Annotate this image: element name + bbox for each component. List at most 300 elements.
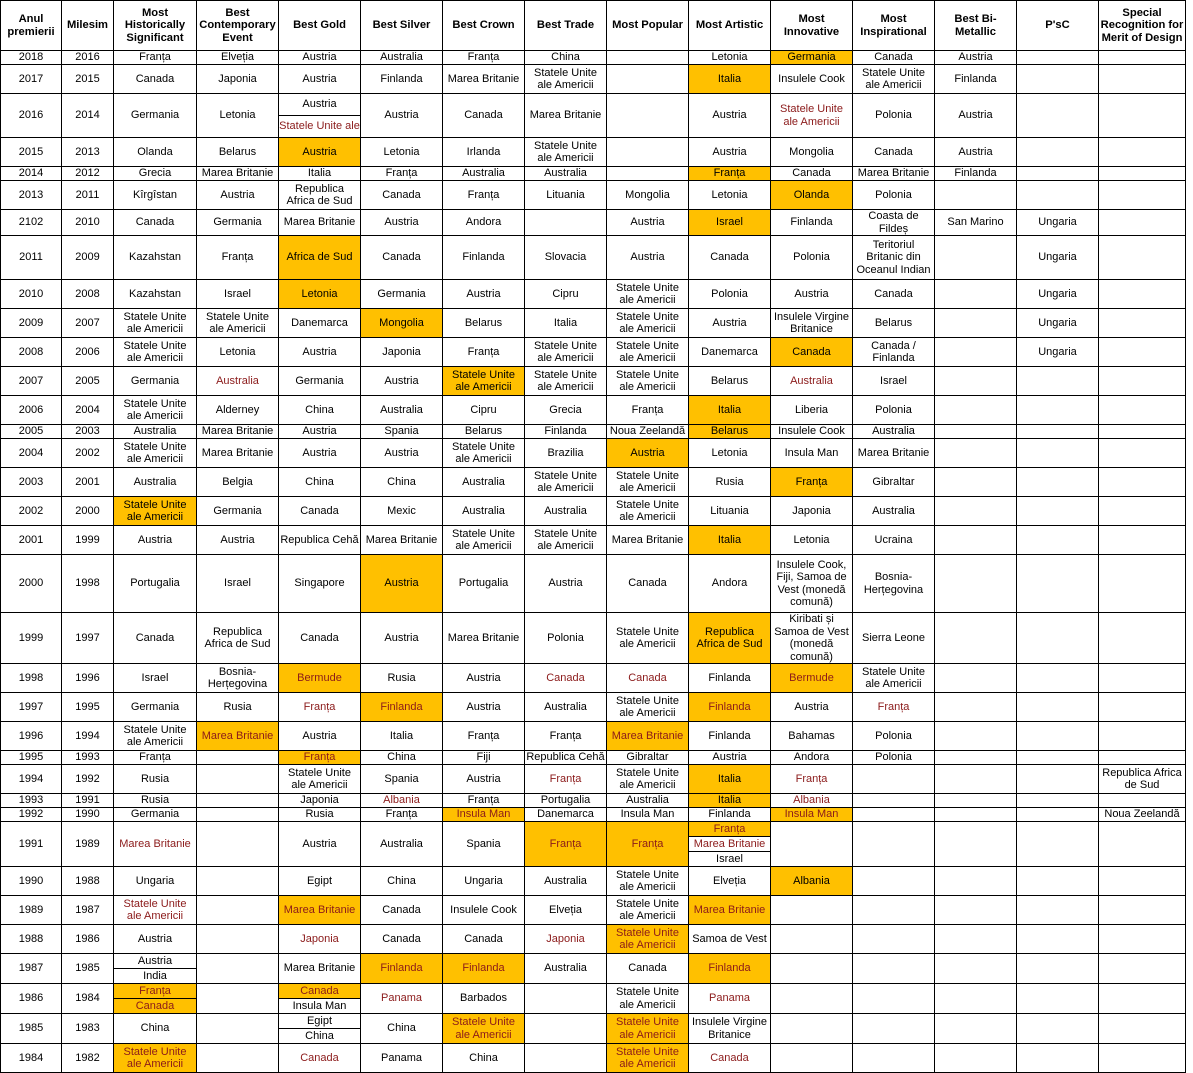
table-cell: Australia [525, 497, 607, 526]
table-cell [935, 439, 1017, 468]
table-cell: Africa de Sud [279, 236, 361, 280]
table-cell-part: Insula Man [279, 998, 360, 1013]
table-cell: Singapore [279, 555, 361, 613]
table-cell: Japonia [279, 794, 361, 808]
table-cell: Republica Africa de Sud [197, 613, 279, 664]
table-row [1, 984, 1186, 1014]
header-best-trade: Best Trade [525, 1, 607, 51]
table-cell [607, 167, 689, 181]
table-row [1, 722, 1186, 751]
table-cell [853, 896, 935, 925]
table-cell [935, 613, 1017, 664]
table-cell: Statele Unite ale Americii [114, 439, 197, 468]
table-cell [935, 822, 1017, 867]
table-cell: 2000 [62, 497, 114, 526]
table-cell: Polonia [853, 396, 935, 425]
table-cell: Statele Unite ale Americii [607, 613, 689, 664]
table-cell: Marea Britanie [197, 439, 279, 468]
table-cell: Grecia [525, 396, 607, 425]
table-cell [1099, 822, 1186, 867]
table-cell: Marea Britanie [197, 167, 279, 181]
table-cell [853, 1014, 935, 1044]
table-cell: 1988 [62, 867, 114, 896]
table-cell: Grecia [114, 167, 197, 181]
table-cell: Republica Cehă [526, 751, 605, 764]
table-cell: Austria [771, 280, 853, 309]
table-cell: Germania [114, 693, 197, 722]
table-cell: 2011 [62, 181, 114, 210]
table-cell [1017, 1044, 1099, 1073]
table-cell [1099, 1044, 1186, 1073]
table-cell: 2017 [1, 65, 62, 94]
table-cell: Finlanda [935, 65, 1017, 94]
table-cell-part: Canada [279, 984, 360, 998]
table-cell [935, 896, 1017, 925]
table-cell: Cipru [525, 280, 607, 309]
table-cell: 2005 [1, 425, 62, 439]
table-cell: Austria [361, 94, 443, 138]
table-cell: Japonia [361, 338, 443, 367]
table-cell: 1996 [1, 722, 62, 751]
table-cell-part: Egipt [306, 1015, 333, 1027]
table-cell: Austria [279, 822, 361, 867]
table-cell: Statele Unite ale Americii [607, 367, 689, 396]
table-cell [1099, 236, 1186, 280]
table-cell: Marea Britanie [853, 439, 935, 468]
table-cell: Insula Man [771, 439, 853, 468]
table-cell: Insula Man [771, 808, 853, 822]
table-row [1, 65, 1186, 94]
table-cell: Polonia [853, 722, 935, 751]
table-cell: Statele Unite ale Americii [443, 526, 525, 555]
table-cell: Insulele Virgine Britanice [689, 1014, 771, 1044]
table-cell: 1986 [1, 984, 62, 1014]
table-cell: Statele Unite ale Americii [853, 664, 935, 693]
table-cell: Austria [197, 181, 279, 210]
table-cell: Statele Unite ale Americii [607, 867, 689, 896]
table-cell: Canada [525, 664, 607, 693]
table-cell: Austria [279, 338, 361, 367]
table-cell: Marea Britanie [607, 722, 689, 751]
table-cell: Canada [443, 925, 525, 954]
table-cell: Austria [935, 51, 1017, 65]
table-cell: Canada [853, 138, 935, 167]
table-cell: Statele Unite ale Americii [607, 468, 689, 497]
table-cell [935, 867, 1017, 896]
table-cell [1099, 664, 1186, 693]
table-cell: Japonia [197, 65, 279, 94]
table-cell: Franța [771, 765, 853, 794]
table-cell: Canada [279, 497, 361, 526]
table-cell: Germania [114, 94, 197, 138]
table-cell: 1991 [62, 794, 114, 808]
table-cell [1017, 367, 1099, 396]
table-cell: 1988 [1, 925, 62, 954]
table-cell: Israel [689, 210, 771, 236]
table-cell-part: Statele Unite ale [279, 115, 360, 137]
table-cell [1099, 896, 1186, 925]
table-cell: Statele Unite ale Americii [525, 526, 607, 555]
table-cell: Mongolia [771, 138, 853, 167]
table-cell: Slovacia [525, 236, 607, 280]
table-cell: Elveția [689, 867, 771, 896]
table-cell: Belarus [853, 309, 935, 338]
table-cell [114, 984, 197, 1014]
table-cell [1099, 425, 1186, 439]
table-cell: 2007 [62, 309, 114, 338]
table-cell: Rusia [361, 664, 443, 693]
table-row [1, 822, 1186, 867]
table-cell: 1995 [1, 751, 62, 765]
table-cell: 2003 [62, 425, 114, 439]
table-cell: Statele Unite ale Americii [525, 367, 607, 396]
table-cell [279, 1014, 361, 1044]
table-row [1, 439, 1186, 468]
table-cell: Panama [361, 984, 443, 1014]
header-best-crown: Best Crown [443, 1, 525, 51]
table-row [1, 280, 1186, 309]
table-cell: Belarus [689, 425, 771, 439]
table-cell: Japonia [525, 925, 607, 954]
table-row [1, 867, 1186, 896]
table-cell: Barbados [443, 984, 525, 1014]
table-cell: Franța [443, 338, 525, 367]
table-cell: Franța [443, 794, 525, 808]
table-cell: 1990 [1, 867, 62, 896]
table-cell: 2004 [1, 439, 62, 468]
table-cell [689, 822, 771, 867]
table-row [1, 751, 1186, 765]
table-cell: Statele Unite ale Americii [279, 765, 361, 794]
table-cell [1099, 867, 1186, 896]
table-cell: China [279, 468, 361, 497]
table-cell: Statele Unite ale Americii [114, 896, 197, 925]
table-cell: Ungaria [1017, 236, 1099, 280]
table-cell: Austria [689, 751, 771, 765]
header-psc: P'sC [1017, 1, 1099, 51]
table-cell [935, 338, 1017, 367]
table-cell: Canada [853, 51, 935, 65]
table-cell: Letonia [197, 94, 279, 138]
table-cell: China [279, 396, 361, 425]
table-cell [935, 367, 1017, 396]
table-cell: Rusia [197, 693, 279, 722]
table-cell [1017, 425, 1099, 439]
table-cell: Polonia [853, 181, 935, 210]
table-cell: Letonia [689, 181, 771, 210]
table-cell [1017, 1014, 1099, 1044]
table-cell: China [443, 1044, 525, 1073]
table-cell [1099, 794, 1186, 808]
table-cell: Italia [689, 526, 771, 555]
table-cell [1017, 896, 1099, 925]
table-cell [1017, 722, 1099, 751]
table-cell: Marea Britanie [197, 722, 279, 751]
table-cell: Austria [361, 367, 443, 396]
table-cell: 1997 [62, 613, 114, 664]
table-cell: Statele Unite ale Americii [607, 1014, 689, 1044]
table-cell: Statele Unite ale Americii [853, 65, 935, 94]
table-cell [525, 1044, 607, 1073]
table-cell: Franța [361, 167, 443, 181]
table-cell: Irlanda [443, 138, 525, 167]
table-row [1, 167, 1186, 181]
table-cell: Australia [443, 468, 525, 497]
table-cell [853, 765, 935, 794]
table-cell: 1990 [62, 808, 114, 822]
table-cell [1099, 51, 1186, 65]
table-cell: 1997 [1, 693, 62, 722]
header-row [1, 1, 1186, 51]
header-best-silver: Best Silver [361, 1, 443, 51]
table-cell: Franța [443, 181, 525, 210]
table-cell: 2009 [1, 309, 62, 338]
table-cell [1017, 65, 1099, 94]
table-cell: Ungaria [443, 867, 525, 896]
table-cell: Canada [853, 280, 935, 309]
table-cell [935, 808, 1017, 822]
table-cell [853, 1044, 935, 1073]
table-cell: Bosnia-Herțegovina [853, 555, 935, 613]
table-cell [1099, 751, 1186, 765]
table-cell: Australia [361, 51, 443, 65]
table-cell: Finlanda [689, 693, 771, 722]
table-cell [525, 210, 607, 236]
table-cell: Bahamas [771, 722, 853, 751]
table-cell: 2011 [1, 236, 62, 280]
table-cell: Canada [114, 613, 197, 664]
table-cell: 2003 [1, 468, 62, 497]
table-row [1, 954, 1186, 984]
table-cell: Bermude [279, 664, 361, 693]
table-cell: 2006 [62, 338, 114, 367]
table-row [1, 138, 1186, 167]
table-cell: Germania [114, 808, 197, 822]
table-cell: Austria [771, 693, 853, 722]
table-cell [607, 51, 689, 65]
table-cell: Austria [525, 555, 607, 613]
table-cell [1017, 94, 1099, 138]
table-cell: 2008 [62, 280, 114, 309]
table-cell: Italia [279, 167, 361, 181]
table-cell: Israel [197, 280, 279, 309]
table-cell-part: Franța [114, 984, 196, 998]
header-historically-significant: Most Historically Significant [114, 1, 197, 51]
table-cell: Canada [361, 181, 443, 210]
table-cell: Statele Unite ale Americii [114, 1044, 197, 1073]
table-cell: 1982 [62, 1044, 114, 1073]
table-cell [1017, 693, 1099, 722]
table-cell: Austria [114, 925, 197, 954]
table-cell: Danemarca [279, 309, 361, 338]
table-cell: Belarus [689, 367, 771, 396]
table-cell: Statele Unite ale Americii [607, 896, 689, 925]
table-row [1, 309, 1186, 338]
table-cell: Australia [853, 425, 935, 439]
table-cell: 1984 [62, 984, 114, 1014]
table-cell [935, 794, 1017, 808]
table-cell: Franța [197, 236, 279, 280]
table-row [1, 338, 1186, 367]
header-award-year: Anul premierii [1, 1, 62, 51]
table-cell: Franța [279, 751, 361, 765]
table-cell [197, 896, 279, 925]
table-cell: Kîrgîstan [114, 181, 197, 210]
table-cell: 1989 [62, 822, 114, 867]
table-cell: Bosnia-Herțegovina [197, 664, 279, 693]
table-cell: Letonia [771, 526, 853, 555]
table-cell: 1994 [62, 722, 114, 751]
table-cell: Austria [361, 439, 443, 468]
table-cell: China [525, 51, 607, 65]
table-cell: Republica Cehă [279, 526, 361, 555]
table-cell: Statele Unite ale Americii [607, 309, 689, 338]
table-cell [1099, 338, 1186, 367]
table-cell [197, 1044, 279, 1073]
table-cell: Panama [689, 984, 771, 1014]
table-cell: Polonia [853, 751, 935, 765]
table-cell [935, 954, 1017, 984]
table-cell [853, 954, 935, 984]
table-cell: Marea Britanie [443, 613, 525, 664]
table-cell: Franța [443, 722, 525, 751]
table-cell [1099, 210, 1186, 236]
table-cell: Israel [114, 664, 197, 693]
table-cell: China [361, 867, 443, 896]
table-cell: Franța [114, 751, 197, 765]
table-cell: Rusia [114, 794, 197, 808]
table-cell: Germania [197, 210, 279, 236]
table-cell: 2018 [1, 51, 62, 65]
table-cell [1017, 954, 1099, 984]
table-cell: Australia [114, 468, 197, 497]
table-cell [1099, 526, 1186, 555]
table-cell: Andora [689, 555, 771, 613]
table-cell [1017, 808, 1099, 822]
table-cell [935, 751, 1017, 765]
table-cell: 2015 [62, 65, 114, 94]
table-cell: Statele Unite ale Americii [525, 138, 607, 167]
table-cell: Statele Unite ale Americii [607, 338, 689, 367]
table-cell [853, 794, 935, 808]
header-contemporary-event: Best Contemporary Event [197, 1, 279, 51]
table-cell: Panama [361, 1044, 443, 1073]
table-cell: Austria [607, 236, 689, 280]
table-cell: Canada [607, 555, 689, 613]
table-cell: Polonia [689, 280, 771, 309]
table-cell: Statele Unite ale Americii [114, 396, 197, 425]
table-cell [935, 765, 1017, 794]
table-cell [607, 138, 689, 167]
table-cell [1017, 468, 1099, 497]
table-cell: Canada [361, 896, 443, 925]
table-cell [1099, 181, 1186, 210]
table-cell: Franța [607, 822, 689, 867]
table-cell: Australia [771, 367, 853, 396]
table-cell: Statele Unite ale Americii [607, 693, 689, 722]
table-cell: Australia [853, 497, 935, 526]
table-cell [197, 822, 279, 867]
table-cell: Finlanda [361, 693, 443, 722]
table-cell: Fiji [443, 751, 525, 765]
table-cell: Canada [114, 65, 197, 94]
table-cell: Franța [525, 822, 607, 867]
table-cell [1099, 925, 1186, 954]
table-cell: Insula Man [607, 808, 689, 822]
table-cell [1099, 984, 1186, 1014]
table-cell: Statele Unite ale Americii [607, 765, 689, 794]
table-cell: 2005 [62, 367, 114, 396]
table-cell: Noua Zeelandă [607, 425, 689, 439]
table-cell: Belgia [197, 468, 279, 497]
table-cell: Australia [607, 794, 689, 808]
table-cell: Austria [935, 138, 1017, 167]
table-row [1, 51, 1186, 65]
table-row [1, 94, 1186, 138]
table-cell: Marea Britanie [607, 526, 689, 555]
table-cell: Spania [443, 822, 525, 867]
table-cell: Franța [279, 693, 361, 722]
table-cell: Australia [443, 497, 525, 526]
table-cell: Italia [689, 765, 771, 794]
table-cell: Statele Unite ale Americii [607, 1044, 689, 1073]
table-row [1, 765, 1186, 794]
table-cell: Austria [279, 439, 361, 468]
table-cell: Canada [361, 925, 443, 954]
table-cell: Austria [197, 526, 279, 555]
table-cell: Olanda [114, 138, 197, 167]
table-cell [1017, 167, 1099, 181]
table-cell: Andora [771, 751, 853, 765]
table-cell: Franța [361, 808, 443, 822]
table-cell: Germania [114, 367, 197, 396]
table-cell: Ucraina [853, 526, 935, 555]
table-cell: Letonia [279, 280, 361, 309]
table-cell: Finlanda [443, 236, 525, 280]
table-cell: Finlanda [689, 954, 771, 984]
table-cell: 1991 [1, 822, 62, 867]
table-cell: Franța [689, 167, 771, 181]
table-cell [935, 1044, 1017, 1073]
table-cell: Canada [689, 236, 771, 280]
header-mint-year: Milesim [62, 1, 114, 51]
table-cell [1017, 984, 1099, 1014]
table-cell: Finlanda [361, 65, 443, 94]
table-cell-part: Marea Britanie [689, 836, 770, 851]
table-cell: 1993 [1, 794, 62, 808]
table-cell: 2102 [1, 210, 62, 236]
table-cell: 2007 [1, 367, 62, 396]
table-cell: 2004 [62, 396, 114, 425]
table-cell: 1984 [1, 1044, 62, 1073]
table-cell [607, 94, 689, 138]
table-cell-part: India [114, 968, 196, 983]
table-cell [525, 1014, 607, 1044]
table-cell: Statele Unite ale Americii [443, 439, 525, 468]
table-cell: Franța [771, 468, 853, 497]
table-cell [279, 984, 361, 1014]
table-row [1, 1044, 1186, 1073]
table-cell: 2014 [1, 167, 62, 181]
table-cell: Canada [771, 167, 853, 181]
table-cell: Canada [607, 664, 689, 693]
table-cell: Australia [197, 367, 279, 396]
table-cell [197, 925, 279, 954]
table-cell [1017, 51, 1099, 65]
table-cell [1099, 65, 1186, 94]
table-cell: Franța [114, 51, 197, 65]
table-cell: 2016 [62, 51, 114, 65]
